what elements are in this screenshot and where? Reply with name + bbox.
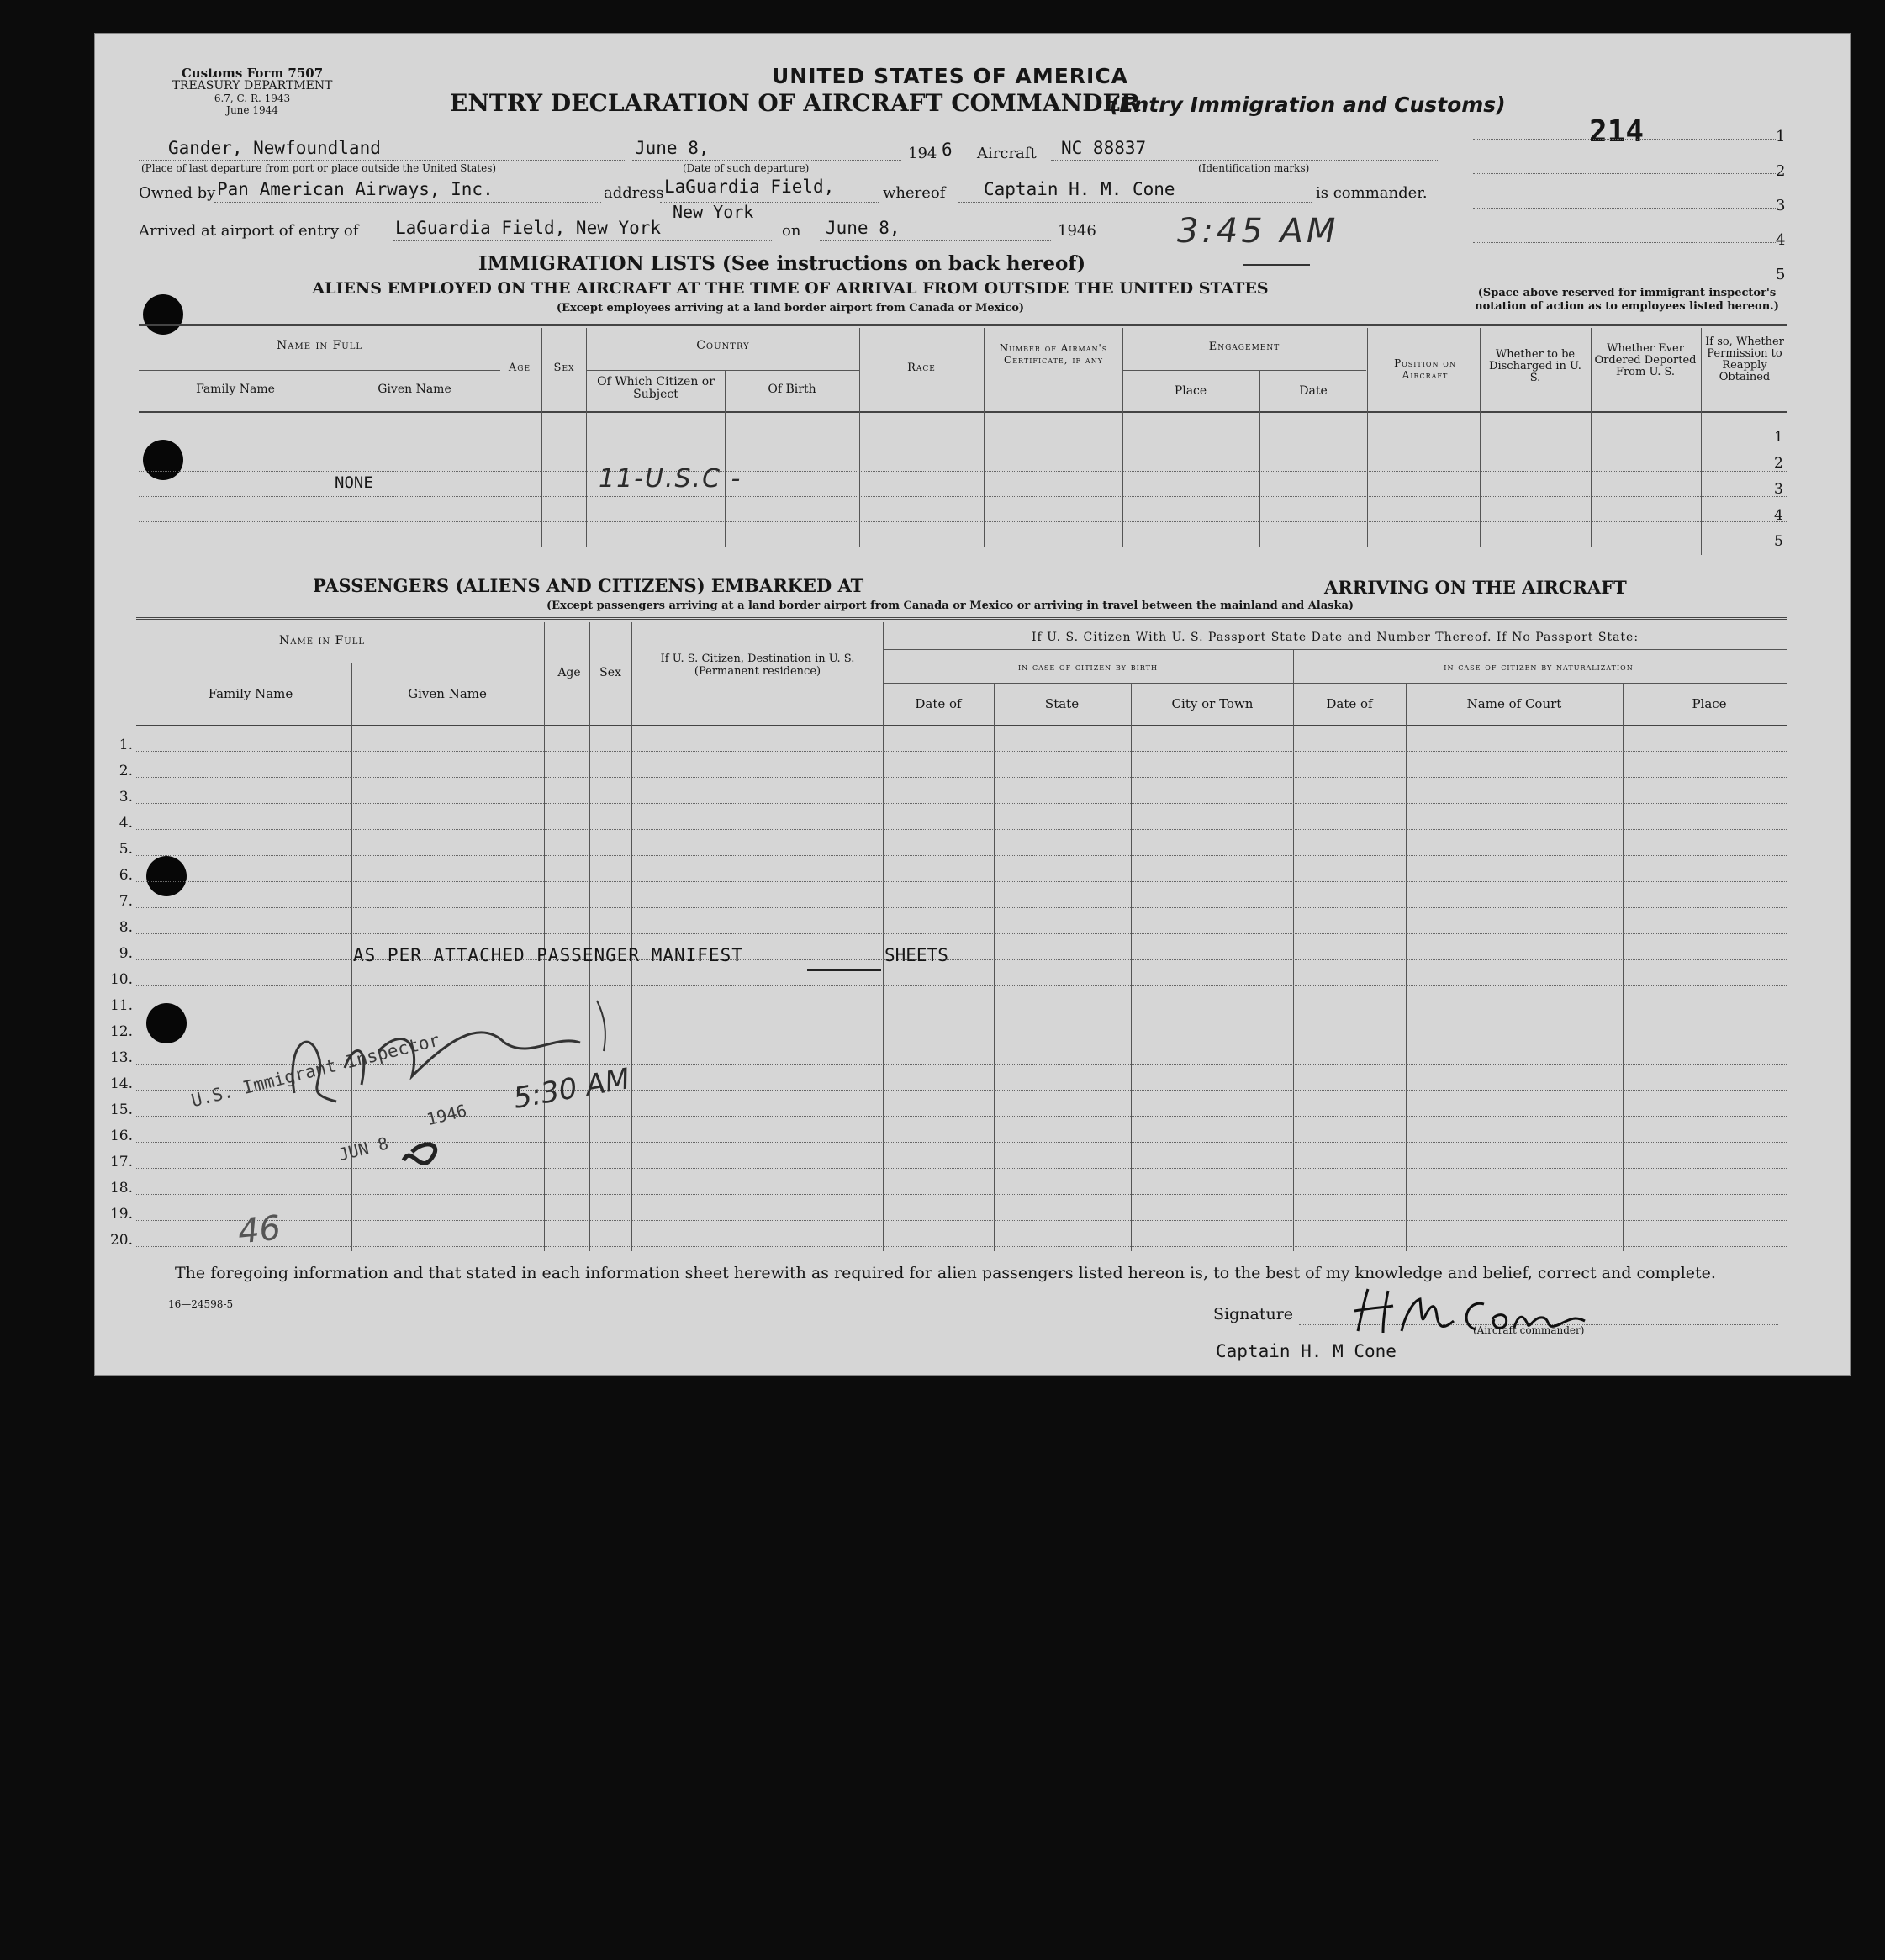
col-airman-cert: Number of Airman's Certificate, if any: [999, 342, 1108, 366]
table-rule: [883, 683, 1787, 684]
immigration-note: (Except employees arriving at a land border airport from Canada or Mexico): [556, 302, 1025, 314]
column-divider: [994, 683, 995, 1251]
col-name-in-full: Name in Full: [276, 339, 363, 352]
marks-caption: (Identification marks): [1198, 162, 1310, 174]
sheet-number: 214: [1589, 114, 1645, 149]
row-number: 11.: [109, 997, 133, 1014]
passengers-note: (Except passengers arriving at a land border airport from Canada or Mexico or arriving in travel between the mainland and Alaska): [546, 600, 1354, 612]
table-row: [136, 907, 1787, 908]
entry-citizen-handwritten: 11-U.S.C -: [599, 464, 742, 494]
row-number: 18.: [109, 1180, 133, 1197]
column-divider: [725, 370, 726, 547]
fill-line: [1051, 160, 1438, 161]
inspector-line: [1473, 139, 1776, 140]
column-divider: [1701, 328, 1702, 555]
col-given-name: Given Name: [378, 383, 451, 396]
table-rule: [139, 370, 500, 371]
passengers-heading: PASSENGERS (ALIENS AND CITIZENS) EMBARKED AT: [313, 575, 864, 596]
inspector-line-number: 4: [1776, 231, 1786, 249]
table-row: [136, 751, 1787, 752]
column-divider: [1259, 370, 1260, 547]
table-row: [136, 829, 1787, 830]
table-row: [136, 1220, 1787, 1221]
column-divider: [631, 622, 632, 1251]
inspector-line: [1473, 242, 1776, 243]
column-divider: [1406, 683, 1407, 1251]
row-number: 3: [1774, 481, 1783, 498]
form-date: June 1944: [226, 104, 278, 116]
col-date-of: Date of: [915, 696, 962, 711]
col-passport-header: If U. S. Citizen With U. S. Passport State Date and Number Thereof. If No Passport State:: [1031, 631, 1639, 644]
declaration-text: The foregoing information and that stated in each information sheet herewith as required for alien passengers listed hereon is, to the best of my knowledge and belief, correct and complete.: [175, 1264, 1716, 1282]
col-family-name: Family Name: [196, 383, 275, 396]
departure-place-caption: (Place of last departure from port or place outside the United States): [141, 162, 497, 174]
entry-given-name: NONE: [335, 473, 373, 492]
row-number: 5: [1774, 533, 1783, 550]
col-permission: If so, Whether Permission to Reapply Obtained: [1705, 335, 1784, 383]
print-code: 16—24598-5: [168, 1298, 234, 1310]
row-number: 2: [1774, 455, 1783, 472]
column-divider: [1131, 683, 1132, 1251]
arrival-on-label: on: [782, 222, 801, 240]
aircraft-marks: NC 88837: [1061, 138, 1147, 158]
row-number: 14.: [109, 1075, 133, 1092]
owner-name: Pan American Airways, Inc.: [217, 179, 494, 199]
col-city: City or Town: [1171, 696, 1254, 711]
col-given-name: Given Name: [408, 686, 487, 701]
row-number: 4: [1774, 507, 1783, 524]
col-position: Position on Aircraft: [1394, 357, 1456, 381]
col-engagement: Engagement: [1208, 341, 1280, 353]
row-number: 7.: [119, 893, 133, 910]
form-subtitle: (Entry Immigration and Customs): [1110, 92, 1506, 117]
table-rule: [136, 725, 1787, 726]
fill-line: [958, 202, 1312, 203]
row-number: 6.: [119, 867, 133, 884]
inspector-note: (Space above reserved for immigrant inspector's notation of action as to employees listed hereon.): [1475, 287, 1779, 313]
row-number: 19.: [109, 1206, 133, 1223]
inspector-line-number: 3: [1776, 197, 1786, 214]
table-rule: [139, 324, 1787, 326]
col-by-naturalization: in case of citizen by naturalization: [1444, 661, 1634, 673]
manifest-note: AS PER ATTACHED PASSENGER MANIFEST: [353, 945, 743, 965]
column-divider: [541, 328, 542, 547]
department: TREASURY DEPARTMENT: [172, 79, 333, 92]
signature-label: Signature: [1213, 1305, 1294, 1323]
address-label: address: [604, 184, 664, 202]
table-row: [136, 933, 1787, 934]
signature-caption: (Aircraft commander): [1473, 1324, 1585, 1336]
col-age: Age: [557, 666, 581, 679]
departure-place: Gander, Newfoundland: [168, 138, 381, 158]
column-divider: [586, 328, 587, 547]
form-regulation: 6.7, C. R. 1943: [214, 92, 291, 104]
row-number: 5.: [119, 841, 133, 858]
arrival-airport: LaGuardia Field, New York: [395, 218, 662, 238]
column-divider: [1591, 328, 1592, 547]
inspector-line: [1473, 173, 1776, 174]
typed-commander-name: Captain H. M Cone: [1216, 1341, 1397, 1361]
col-destination: If U. S. Citizen, Destination in U. S. (Permanent residence): [660, 652, 855, 678]
column-divider: [1122, 328, 1123, 547]
table-row: [136, 855, 1787, 856]
year-prefix: 194: [908, 145, 937, 162]
row-number: 2.: [119, 763, 133, 779]
is-commander-label: is commander.: [1316, 184, 1428, 202]
inspector-line-number: 5: [1776, 266, 1786, 283]
table-rule: [586, 370, 859, 371]
inspector-initials-scribble: [277, 992, 631, 1186]
punch-hole: [143, 294, 183, 335]
col-date-of-naturalization: Date of: [1326, 696, 1373, 711]
col-family-name: Family Name: [208, 686, 293, 701]
col-age: Age: [508, 362, 531, 374]
table-rule: [1122, 370, 1366, 371]
column-divider: [859, 328, 860, 547]
inspector-line-number: 1: [1776, 128, 1786, 145]
commander-name: Captain H. M. Cone: [984, 179, 1175, 199]
owner-address: LaGuardia Field,: [664, 177, 835, 197]
whereof-label: whereof: [883, 184, 946, 202]
passengers-arriving: ARRIVING ON THE AIRCRAFT: [1324, 577, 1627, 598]
fill-line: [632, 160, 901, 161]
row-number: 1.: [119, 737, 133, 753]
immigration-subheading: ALIENS EMPLOYED ON THE AIRCRAFT AT THE TIME OF ARRIVAL FROM OUTSIDE THE UNITED STATES: [312, 279, 1269, 298]
table-rule: [139, 411, 1787, 413]
stamp-year: 1946: [425, 1100, 469, 1130]
col-of-birth: Of Birth: [768, 383, 816, 396]
row-number: 17.: [109, 1154, 133, 1170]
col-citizen-of: Of Which Citizen or Subject: [597, 375, 715, 401]
column-divider: [1293, 649, 1294, 1251]
col-discharged: Whether to be Discharged in U. S.: [1489, 348, 1581, 384]
arrival-date: June 8,: [826, 218, 900, 238]
col-court: Name of Court: [1466, 696, 1562, 711]
fill-line: [214, 202, 601, 203]
column-divider: [1623, 683, 1624, 1251]
col-by-birth: in case of citizen by birth: [1018, 661, 1158, 673]
row-number: 13.: [109, 1049, 133, 1066]
owned-by-label: Owned by: [139, 184, 216, 202]
fill-line: [660, 202, 879, 203]
table-row: [136, 777, 1787, 778]
fill-line: [393, 240, 772, 241]
row-number: 8.: [119, 919, 133, 936]
stamp-date: JUN 8: [336, 1133, 391, 1165]
col-deported: Whether Ever Ordered Deported From U. S.: [1594, 342, 1697, 378]
form-title: ENTRY DECLARATION OF AIRCRAFT COMMANDER: [450, 89, 1141, 117]
margin-note: 46: [235, 1208, 283, 1252]
row-number: 3.: [119, 789, 133, 806]
row-number: 16.: [109, 1128, 133, 1144]
inspector-line: [1473, 208, 1776, 209]
table-row: [136, 985, 1787, 986]
immigration-heading: IMMIGRATION LISTS (See instructions on back hereof): [478, 252, 1086, 275]
col-place: Place: [1174, 384, 1207, 398]
aircraft-label: Aircraft: [977, 145, 1037, 162]
column-divider: [883, 622, 884, 1251]
stamp-time: 5:30 AM: [510, 1062, 633, 1116]
row-number: 15.: [109, 1102, 133, 1118]
owner-address-line2: New York: [673, 202, 754, 222]
row-number: 9.: [119, 945, 133, 962]
inspector-stamp: U.S. Immigrant Inspector: [189, 1029, 442, 1112]
column-divider: [984, 328, 985, 547]
col-name-in-full: Name in Full: [278, 634, 366, 647]
arrival-year: 1946: [1058, 222, 1096, 240]
row-number: 20.: [109, 1232, 133, 1249]
departure-date: June 8,: [635, 138, 710, 158]
col-date: Date: [1299, 384, 1328, 398]
sheets-label: SHEETS: [884, 945, 948, 965]
fill-line: [139, 160, 626, 161]
col-race: Race: [907, 362, 936, 374]
row-number: 4.: [119, 815, 133, 832]
col-country: Country: [696, 339, 750, 352]
column-divider: [1480, 328, 1481, 547]
col-sex: Sex: [553, 362, 575, 374]
table-row: [139, 471, 1787, 472]
table-rule: [883, 649, 1787, 650]
row-number: 12.: [109, 1023, 133, 1040]
row-number: 1: [1774, 429, 1783, 446]
departure-date-caption: (Date of such departure): [683, 162, 810, 174]
pen-underline: [1243, 264, 1310, 266]
table-row: [136, 803, 1787, 804]
punch-hole: [146, 856, 187, 896]
sheets-count-blank: [807, 969, 881, 971]
year-digit: 6: [942, 140, 953, 160]
table-row: [139, 496, 1787, 497]
table-row: [136, 1194, 1787, 1195]
col-sex: Sex: [599, 666, 621, 679]
col-state: State: [1044, 696, 1080, 711]
fill-line: [820, 240, 1051, 241]
arrival-time-handwritten: 3:45 AM: [1177, 212, 1339, 251]
table-row: [136, 881, 1787, 882]
table-row: [139, 521, 1787, 522]
table-row: [136, 1246, 1787, 1247]
arrival-label: Arrived at airport of entry of: [139, 222, 359, 240]
inspector-line-number: 2: [1776, 162, 1786, 180]
country-heading: UNITED STATES OF AMERICA: [771, 64, 1129, 88]
table-rule: [136, 617, 1787, 620]
row-number: 10.: [109, 971, 133, 988]
col-place: Place: [1692, 696, 1727, 711]
form-number: Customs Form 7507: [181, 66, 324, 81]
column-divider: [1367, 328, 1368, 547]
